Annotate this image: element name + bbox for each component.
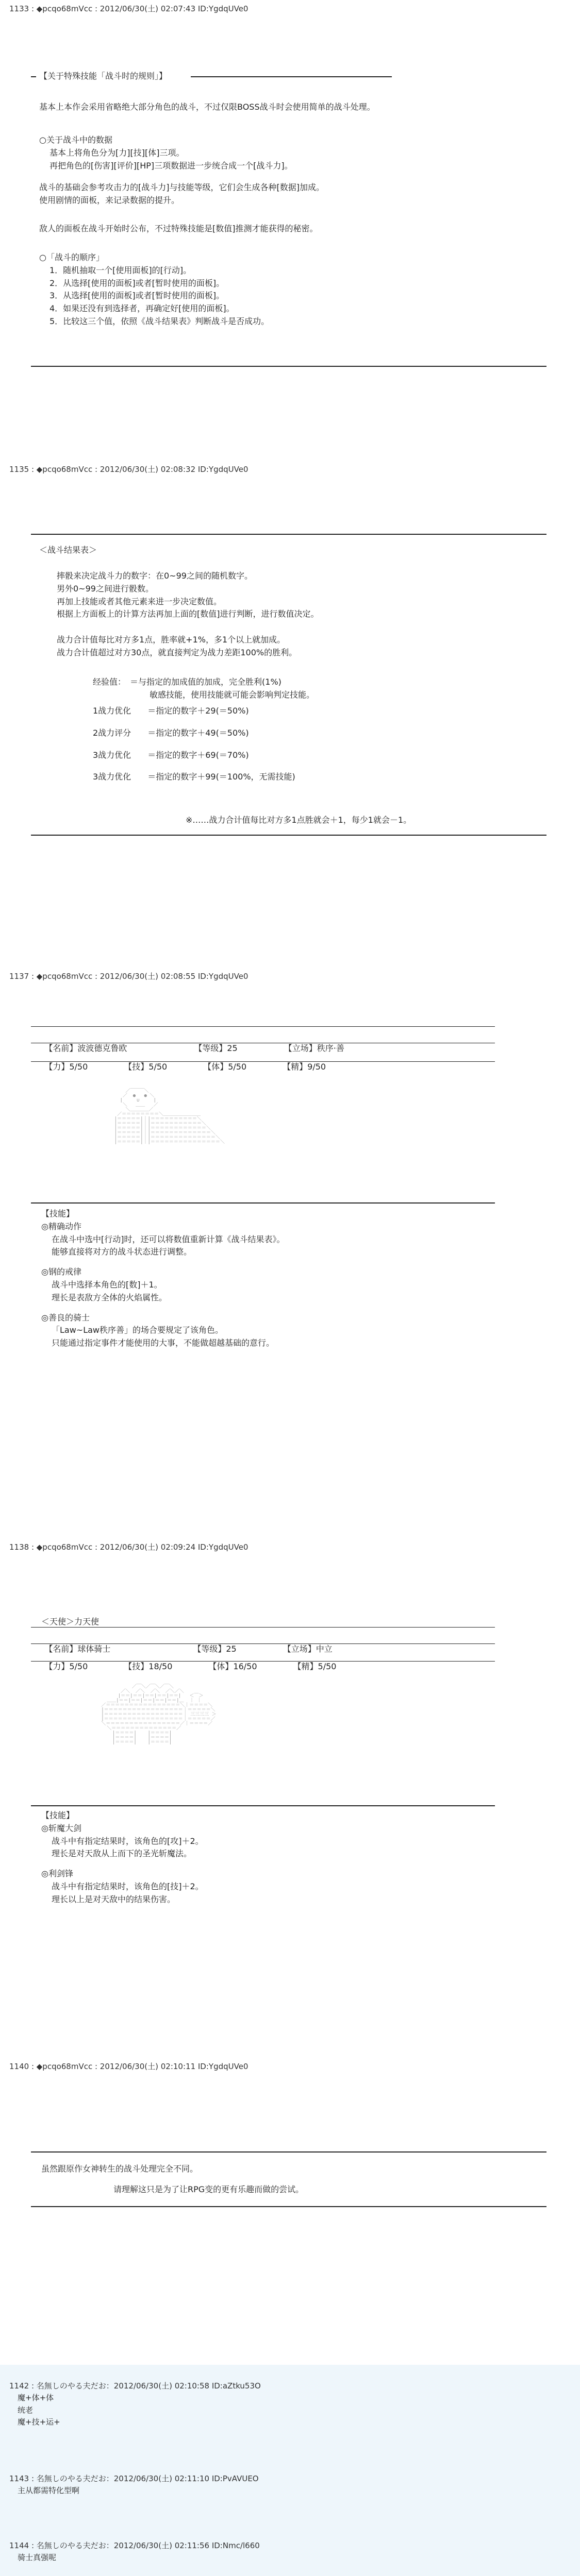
result-row-value: ＝指定的数字＋99(＝100%，无需技能) xyxy=(147,772,295,782)
sec4-line: 2．从选择[使用的面板]或者[暂时使用的面板]。 xyxy=(49,278,225,288)
rule-line: 摔骰来决定战斗力的数字：在0~99之间的随机数字。 xyxy=(57,571,253,581)
divider xyxy=(31,2206,546,2207)
sec2-line: 使用剧情的面板，来记录数据的提升。 xyxy=(39,195,180,205)
stat-str: 【力】5/50 xyxy=(44,1061,88,1072)
sec4-title: ○「战斗的顺序」 xyxy=(39,252,104,262)
rule-line: 男外0~99之间进行骰数。 xyxy=(57,583,154,594)
stat-vit: 【体】16/50 xyxy=(208,1661,257,1671)
stat-tec: 【技】18/50 xyxy=(124,1661,173,1671)
stat-str: 【力】5/50 xyxy=(44,1661,88,1671)
divider xyxy=(31,2151,546,2153)
stat-alignment: 【立场】秩序·善 xyxy=(284,1043,344,1053)
rule-line: 战力合计值每比对方多1点，胜率就+1%，多1个以上就加成。 xyxy=(57,635,286,645)
stat-spi: 【精】5/50 xyxy=(293,1661,337,1671)
divider xyxy=(31,1202,495,1204)
sec1-line: 再把角色的[伤害][评价][HP]三项数据进一步统合成一个[战斗力]。 xyxy=(49,160,293,171)
note-line: 虽然跟原作女神转生的战斗处理完全不同。 xyxy=(41,2164,198,2174)
comment-line: 骑士真强呢 xyxy=(18,2553,57,2563)
post-header: 1135 : ◆pcqo68mVcc : 2012/06/30(土) 02:08:32 ID:YgdqUVe0 xyxy=(9,465,248,474)
stat-level: 【等级】25 xyxy=(193,1643,237,1654)
stat-vit: 【体】5/50 xyxy=(203,1061,247,1072)
sec1-line: 基本上将角色分为[力][技][体]三项。 xyxy=(49,147,185,158)
sec3-line: 敌人的面板在战斗开始时公布，不过特殊技能是[数值]推测才能获得的秘密。 xyxy=(39,224,318,233)
stat-spi: 【精】9/50 xyxy=(283,1061,326,1072)
comment xyxy=(9,2540,260,2564)
comment-section xyxy=(0,2365,580,2576)
stat-rule xyxy=(31,1026,495,1027)
post-header: 1138 : ◆pcqo68mVcc : 2012/06/30(土) 02:09:24 ID:YgdqUVe0 xyxy=(9,1543,248,1552)
chance-label-text: 经验值： xyxy=(93,677,122,687)
result-row xyxy=(93,749,580,762)
subtitle: ＜天使＞力天使 xyxy=(41,1617,100,1626)
stat-rule xyxy=(31,1627,495,1628)
comment-line: 主从都需特化型啊 xyxy=(18,2486,80,2496)
note-line: 请理解这只是为了让RPG变的更有乐趣而做的尝试。 xyxy=(113,2184,304,2194)
rule-line: 根据上方面板上的计算方法再加上面的[数值]进行判断，进行数值决定。 xyxy=(57,609,319,619)
sec1-title: ○关于战斗中的数据 xyxy=(39,135,112,145)
result-row-label: 2战力评分 xyxy=(93,727,131,738)
skill-name: ◎斩魔大剑 xyxy=(41,1823,81,1833)
result-row-label: 3战力优化 xyxy=(93,750,131,760)
divider xyxy=(31,76,36,77)
skill-name: ◎善良的骑士 xyxy=(41,1312,90,1323)
skill-desc: 理长是表敌方全体的火焰属性。 xyxy=(52,1292,168,1302)
divider xyxy=(31,534,546,535)
skill-desc: 只能通过指定事件才能使用的大事，不能做超越基础的意行。 xyxy=(52,1338,275,1348)
comment-line: 统老 xyxy=(18,2405,34,2415)
stat-rule xyxy=(31,1061,495,1062)
skill-title: 【技能】 xyxy=(41,1810,75,1820)
footnote: ※……战力合计值每比对方多1点胜就会＋1，每少1就会－1。 xyxy=(186,815,412,825)
skill-name: ◎钢的戒律 xyxy=(41,1267,81,1277)
skill-desc: 在战斗中选中[行动]时，还可以将数值重新计算《战斗结果表》。 xyxy=(52,1234,285,1244)
skill-desc: 「Law~Law秩序善」的场合要规定了该角色。 xyxy=(52,1325,224,1335)
character-ascii-art: ／￣＼／￣＼／￣＼ ／＼ ／＼ ／＼ ／＼／＼ |＝＝|＝＝|＝＝|＝＝|＝＝| ＜￣＞ ＿＿|＝＝|＝＝|＝＝|＝＝|＝＝|＿ ｜ ｜ ／＝＝＝＝＝＝＝＝＝＝＝＝＝＝＝＝＼｜＝＝＝＝＼ |＝＝＝＝＝＝＝＝＝＝＝＝＝＝＝＝＝｜＝＝＝＝＝＼ |＝＝＝＝＝＝＝＝＝＝＝＝＝＝＝＝＝｜ 三三三三 ＞ |＝＝＝＝＝＝＝＝＝＝＝＝＝＝＝＝＝｜＝＝＝＝＝／ ＼＝＝＝＝＝＝＝＝＝＝＝＝＝＝＝＝／｜＝＝＝＝／ ＼＝＝＝＝＝＝＝＝＝＝＝＝＝＝／ |＝＝＝＝| |＝＝＝＝| |＝＝＝＝| |＝＝＝＝| |＝＝＝＝| |＝＝＝＝| xyxy=(101,1684,217,1745)
sec2-line: 战斗的基础会参考攻击力的[战斗力]与技能等级，它们会生成各种[数据]加成。 xyxy=(39,182,324,192)
stat-row xyxy=(34,1648,336,1686)
skill-name: ◎精确动作 xyxy=(41,1221,81,1231)
divider xyxy=(191,76,392,77)
result-row-value: ＝指定的数字＋69(＝70%) xyxy=(147,750,249,760)
section-title: 【关于特殊技能「战斗时的规则」】 xyxy=(39,71,168,81)
skill-name: ◎利剑锋 xyxy=(41,1869,73,1879)
stat-rule xyxy=(31,1643,495,1644)
result-row xyxy=(93,705,580,718)
sec4-line: 4．如果还没有到选择者，再确定好[使用的面板]。 xyxy=(49,303,235,314)
skill-desc: 战斗中有指定结果时，该角色的[攻]＋2。 xyxy=(52,1836,204,1846)
skill-desc: 战斗中有指定结果时，该角色的[技]＋2。 xyxy=(52,1881,204,1891)
comment-header: 1144 : 名無しのやる夫だお：2012/06/30(土) 02:11:56 ID:Nmc/l660 xyxy=(9,2541,260,2550)
sec4-line: 1．随机抽取一个[使用面板]的[行动]。 xyxy=(49,265,192,275)
skill-desc: 理长以上是对天敌中的结果伤害。 xyxy=(52,1894,176,1904)
comment-header: 1142 : 名無しのやる夫だお：2012/06/30(土) 02:10:58 ID:aZtku53O xyxy=(9,2381,261,2391)
post-header: 1133 : ◆pcqo68mVcc : 2012/06/30(土) 02:07:43 ID:YgdqUVe0 xyxy=(9,4,248,13)
chance-line: 敏感技能，使用技能就可能会影响判定技能。 xyxy=(150,689,315,700)
intro-text: 基本上本作会采用省略绝大部分角色的战斗，不过仅限BOSS战斗时会使用简单的战斗处理。 xyxy=(39,102,375,112)
chance-line: ＝与指定的加成值的加成，完全胜利(1%) xyxy=(130,677,281,687)
rule-line: 战力合计值超过对方30点，就直接判定为战力差距100%的胜利。 xyxy=(57,647,297,657)
comment-line: 魔+体+体 xyxy=(18,2393,54,2403)
sec4-line: 3．从选择[使用的面板]或者[暂时使用的面板]。 xyxy=(49,291,225,301)
comment xyxy=(9,2473,259,2497)
result-row xyxy=(93,727,580,740)
result-row-label: 1战力优化 xyxy=(93,706,131,716)
stat-rule xyxy=(31,1661,495,1662)
stat-name: 【名前】球体骑士 xyxy=(44,1643,111,1654)
stat-row xyxy=(34,1048,326,1086)
rule-line: 再加上技能或者其他元素来进一步决定数值。 xyxy=(57,596,222,606)
result-row-label: 3战力优化 xyxy=(93,772,131,782)
post-header: 1137 : ◆pcqo68mVcc : 2012/06/30(土) 02:08:55 ID:YgdqUVe0 xyxy=(9,972,248,981)
stat-alignment: 【立场】中立 xyxy=(283,1643,333,1654)
stat-level: 【等级】25 xyxy=(194,1043,238,1053)
divider xyxy=(31,1805,495,1806)
stat-tec: 【技】5/50 xyxy=(124,1061,168,1072)
result-row-value: ＝指定的数字＋29(＝50%) xyxy=(147,706,249,716)
post-header: 1140 : ◆pcqo68mVcc : 2012/06/30(土) 02:10:11 ID:YgdqUVe0 xyxy=(9,2062,248,2071)
result-row-value: ＝指定的数字＋49(＝50%) xyxy=(147,727,249,738)
table-title: ＜战斗结果表＞ xyxy=(39,545,97,555)
divider xyxy=(31,835,546,836)
skill-desc: 能够直接将对方的战斗状态进行调整。 xyxy=(52,1247,192,1257)
character-ascii-art: ／￣￣￣＼ ／ ● ● ＼ | ∪ | ＼ ＿＿ ／ ＼＿＿＿＿／ ／＝＝＝＝＝＝＝＝＼＿＿＿＿＿＿＿＿ |＝＝＝＝＝|｜|＝＝＝＝＝＝＝＝＝＝＼ |＝＝＝＝＝|｜|＝＝＝＝＝＝＝＝＝＝＝＼ |＝＝＝＝＝|｜|＝＝＝＝＝＝＝＝＝＝＝＝＼ |＝＝＝＝＝|｜|＝＝＝＝＝＝＝＝＝＝＝＝＝＼ |＝＝＝＝＝|｜|＝＝＝＝＝＝＝＝＝＝＝＝＝＝＼ |＝＝＝＝＝|｜|＝＝＝＝＝＝＝＝＝＝＝＝＝＝＝＼ xyxy=(114,1089,225,1145)
divider xyxy=(31,366,546,367)
stat-name: 【名前】波波德克鲁欧 xyxy=(44,1043,127,1053)
skill-title: 【技能】 xyxy=(41,1209,75,1218)
comment-line: 魔+技+运+ xyxy=(18,2417,60,2427)
comment xyxy=(9,2380,261,2428)
skill-desc: 战斗中选择本角色的[数]＋1。 xyxy=(52,1279,162,1290)
sec4-line: 5．比较这三个值，依照《战斗结果表》判断战斗是否成功。 xyxy=(49,316,270,326)
skill-desc: 理长是对天敌从上而下的圣光斩魔法。 xyxy=(52,1849,192,1859)
result-row xyxy=(93,771,580,784)
comment-header: 1143 : 名無しのやる夫だお：2012/06/30(土) 02:11:10 ID:PvAVUEO xyxy=(9,2474,259,2483)
chance-label xyxy=(93,676,580,689)
